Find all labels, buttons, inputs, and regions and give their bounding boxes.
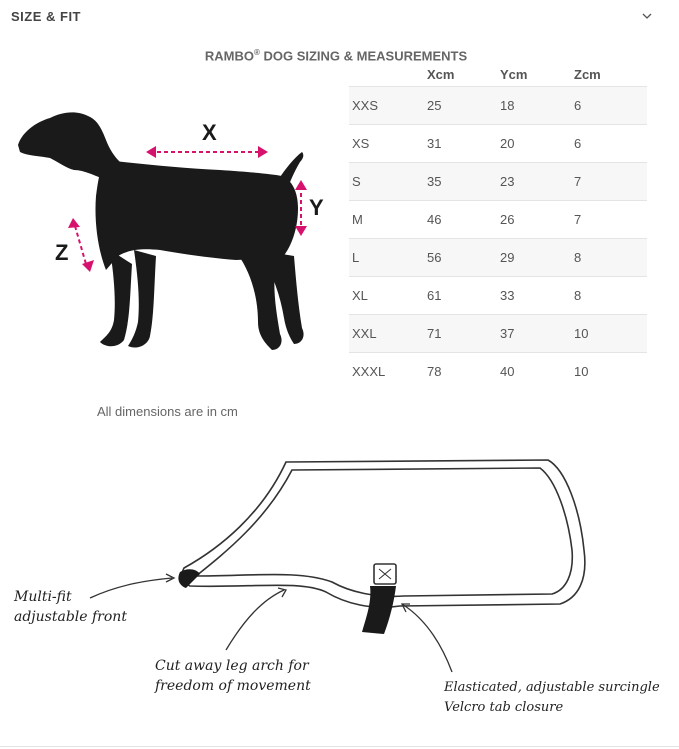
chart-title-text: DOG SIZING & MEASUREMENTS — [259, 48, 468, 64]
table-row — [349, 87, 647, 125]
brand-name: RAMBO — [204, 48, 254, 64]
z-arrow-up-icon — [68, 218, 80, 228]
z-cell: 8 — [574, 239, 647, 277]
registered-mark: ® — [253, 48, 260, 57]
size-cell: L — [349, 239, 427, 277]
size-cell: XS — [349, 125, 427, 163]
callout-surcingle: Elasticated, adjustable surcingle Velcro tab closure — [444, 680, 660, 715]
elastic-surcingle-strap — [362, 586, 396, 634]
table-row — [349, 201, 647, 239]
y-cell: 40 — [500, 353, 574, 391]
label-x: X — [202, 120, 217, 145]
callout-leg-arch: Cut away leg arch for freedom of movement — [155, 658, 311, 694]
size-fit-header[interactable] — [0, 0, 679, 34]
x-cell: 71 — [427, 315, 500, 353]
y-cell: 23 — [500, 163, 574, 201]
y-cell: 33 — [500, 277, 574, 315]
label-z: Z — [55, 240, 69, 265]
y-arrow-down-icon — [295, 226, 307, 236]
table-row — [349, 277, 647, 315]
size-cell: S — [349, 163, 427, 201]
x-cell: 56 — [427, 239, 500, 277]
x-cell: 46 — [427, 201, 500, 239]
chevron-down-icon[interactable] — [640, 9, 654, 23]
x-cell: 78 — [427, 353, 500, 391]
size-cell: XL — [349, 277, 427, 315]
x-cell: 31 — [427, 125, 500, 163]
size-table — [349, 62, 647, 390]
table-row — [349, 315, 647, 353]
x-cell: 35 — [427, 163, 500, 201]
section-title: SIZE & FIT — [11, 9, 81, 24]
x-arrow-right-icon — [258, 146, 268, 158]
size-cell: M — [349, 201, 427, 239]
z-measure-line — [75, 226, 86, 264]
size-cell: XXXL — [349, 353, 427, 391]
x-cell: 25 — [427, 87, 500, 125]
table-row — [349, 353, 647, 391]
column-header: Xcm — [427, 66, 455, 82]
divider — [0, 746, 679, 747]
dog-measurement-diagram — [10, 100, 340, 360]
callout-multi-fit: Multi-fit adjustable front — [14, 589, 127, 625]
z-cell: 8 — [574, 277, 647, 315]
y-cell: 18 — [500, 87, 574, 125]
dimensions-note: All dimensions are in cm — [97, 404, 238, 419]
coat-outline — [182, 460, 585, 607]
table-row — [349, 239, 647, 277]
z-cell: 10 — [574, 315, 647, 353]
column-header: Zcm — [574, 66, 601, 82]
y-cell: 37 — [500, 315, 574, 353]
label-y: Y — [309, 195, 324, 220]
column-header — [349, 62, 427, 87]
y-cell: 29 — [500, 239, 574, 277]
x-arrow-left-icon — [146, 146, 156, 158]
x-cell: 61 — [427, 277, 500, 315]
table-header-row — [349, 62, 647, 87]
y-cell: 20 — [500, 125, 574, 163]
z-cell: 7 — [574, 163, 647, 201]
table-row — [349, 125, 647, 163]
y-arrow-up-icon — [295, 180, 307, 190]
z-cell: 10 — [574, 353, 647, 391]
table-row — [349, 163, 647, 201]
z-cell: 7 — [574, 201, 647, 239]
column-header: Ycm — [500, 66, 528, 82]
z-cell: 6 — [574, 125, 647, 163]
z-arrow-down-icon — [82, 260, 94, 272]
size-cell: XXS — [349, 87, 427, 125]
z-cell: 6 — [574, 87, 647, 125]
size-cell: XXL — [349, 315, 427, 353]
y-cell: 26 — [500, 201, 574, 239]
